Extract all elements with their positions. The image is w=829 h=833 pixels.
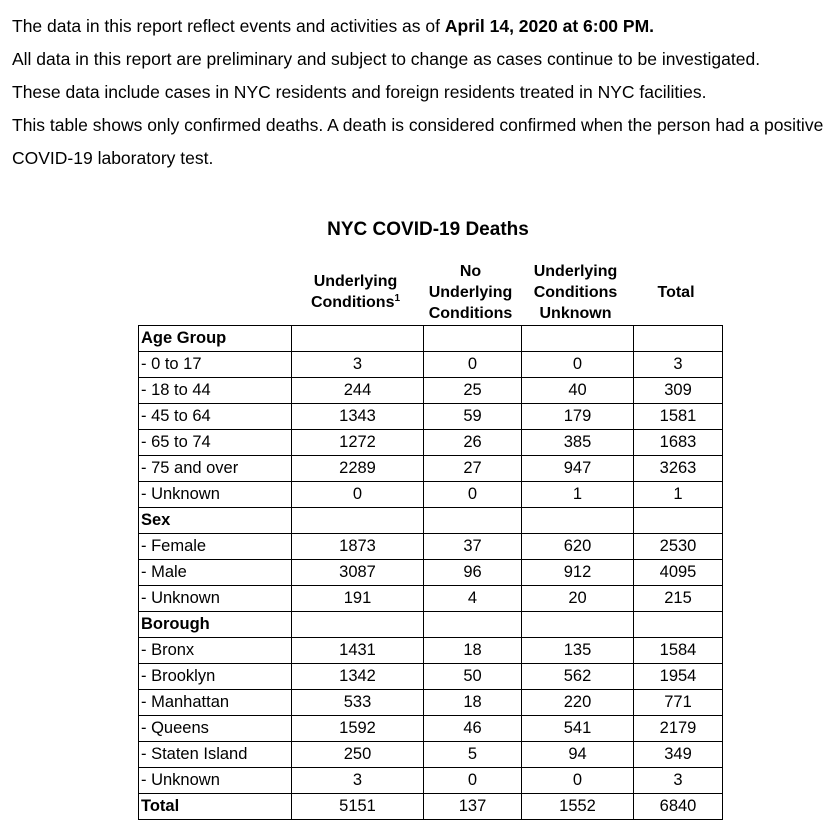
section-label: Age Group	[139, 326, 292, 352]
row-label: - 45 to 64	[139, 404, 292, 430]
table-cell: 27	[424, 456, 522, 482]
table-cell	[292, 326, 424, 352]
table-cell: 6840	[634, 794, 723, 820]
table-cell: 1342	[292, 664, 424, 690]
table-cell: 2179	[634, 716, 723, 742]
table-cell: 50	[424, 664, 522, 690]
table-cell	[424, 508, 522, 534]
table-cell: 3263	[634, 456, 723, 482]
header-line: Conditions	[428, 304, 513, 322]
residents-note: These data include cases in NYC residents and foreign residents treated in NYC facilities.	[12, 82, 707, 102]
report-intro	[12, 10, 824, 175]
table-row	[139, 430, 723, 456]
table-row	[139, 664, 723, 690]
table-cell: 385	[522, 430, 634, 456]
table-cell: 25	[424, 378, 522, 404]
table-cell: 541	[522, 716, 634, 742]
table-cell: 1873	[292, 534, 424, 560]
table-cell: 3	[634, 352, 723, 378]
row-label: - Male	[139, 560, 292, 586]
footnote-marker: 1	[394, 293, 401, 304]
header-line: Unknown	[539, 304, 612, 322]
table-cell: 46	[424, 716, 522, 742]
row-label: - 18 to 44	[139, 378, 292, 404]
table-cell: 3	[634, 768, 723, 794]
header-line: Underlying	[533, 262, 618, 280]
header-underlying-conditions	[290, 260, 421, 324]
table-cell: 1581	[634, 404, 723, 430]
table-cell: 18	[424, 638, 522, 664]
table-cell: 215	[634, 586, 723, 612]
table-cell	[634, 612, 723, 638]
table-cell: 4	[424, 586, 522, 612]
table-cell: 4095	[634, 560, 723, 586]
table-cell	[424, 326, 522, 352]
section-row	[139, 326, 723, 352]
table-cell: 912	[522, 560, 634, 586]
row-label: - Bronx	[139, 638, 292, 664]
row-label: - Queens	[139, 716, 292, 742]
table-cell	[292, 508, 424, 534]
table-row	[139, 690, 723, 716]
table-row	[139, 482, 723, 508]
table-cell: 1592	[292, 716, 424, 742]
table-cell: 2530	[634, 534, 723, 560]
table-cell: 3087	[292, 560, 424, 586]
row-label: - Brooklyn	[139, 664, 292, 690]
table-cell: 1552	[522, 794, 634, 820]
table-cell: 220	[522, 690, 634, 716]
table-cell: 0	[522, 768, 634, 794]
table-cell: 137	[424, 794, 522, 820]
row-label: - Female	[139, 534, 292, 560]
table-row	[139, 638, 723, 664]
table-cell: 1431	[292, 638, 424, 664]
table-cell: 26	[424, 430, 522, 456]
report-date: April 14, 2020 at 6:00 PM.	[444, 16, 655, 36]
table-cell: 1683	[634, 430, 723, 456]
table-cell: 5	[424, 742, 522, 768]
table-cell: 2289	[292, 456, 424, 482]
table-cell: 562	[522, 664, 634, 690]
table-cell	[424, 612, 522, 638]
row-label: - Unknown	[139, 768, 292, 794]
table-row	[139, 742, 723, 768]
table-cell: 3	[292, 352, 424, 378]
table-cell: 94	[522, 742, 634, 768]
table-cell: 0	[292, 482, 424, 508]
row-label: - Unknown	[139, 482, 292, 508]
table-cell	[522, 612, 634, 638]
section-row	[139, 508, 723, 534]
table-title: NYC COVID-19 Deaths	[327, 219, 529, 240]
table-cell: 533	[292, 690, 424, 716]
table-cell	[522, 508, 634, 534]
column-headers	[0, 260, 829, 326]
table-cell: 59	[424, 404, 522, 430]
table-cell: 3	[292, 768, 424, 794]
row-label: Total	[139, 794, 292, 820]
total-row	[139, 794, 723, 820]
table-cell: 0	[522, 352, 634, 378]
table-cell: 771	[634, 690, 723, 716]
confirmed-deaths-note: This table shows only confirmed deaths. A death is considered confirmed when the person had a positive COVID-19 laboratory test.	[12, 115, 824, 168]
table-cell: 18	[424, 690, 522, 716]
table-cell: 0	[424, 768, 522, 794]
table-row	[139, 456, 723, 482]
table-cell: 37	[424, 534, 522, 560]
table-cell: 0	[424, 482, 522, 508]
table-cell	[634, 508, 723, 534]
table-cell: 947	[522, 456, 634, 482]
table-cell: 244	[292, 378, 424, 404]
table-cell: 309	[634, 378, 723, 404]
table-row	[139, 404, 723, 430]
table-cell: 191	[292, 586, 424, 612]
header-line: Total	[657, 283, 695, 301]
table-cell: 0	[424, 352, 522, 378]
deaths-table	[138, 325, 723, 820]
header-no-underlying-conditions	[422, 260, 519, 324]
deaths-table-body	[139, 326, 723, 820]
table-cell: 620	[522, 534, 634, 560]
header-line: No	[459, 262, 482, 280]
row-label: - Staten Island	[139, 742, 292, 768]
table-row	[139, 378, 723, 404]
header-line: Conditions$^1$	[310, 293, 401, 311]
row-label: - 0 to 17	[139, 352, 292, 378]
preliminary-note: All data in this report are preliminary and subject to change as cases continue to be investigated.	[12, 49, 761, 69]
table-cell: 1343	[292, 404, 424, 430]
table-cell: 1	[634, 482, 723, 508]
table-cell: 250	[292, 742, 424, 768]
table-cell: 1584	[634, 638, 723, 664]
table-cell: 135	[522, 638, 634, 664]
header-total	[632, 260, 720, 324]
header-line: Underlying	[313, 273, 398, 290]
header-conditions-unknown	[520, 260, 631, 324]
report-date-prefix: The data in this report reflect events and activities as of	[12, 16, 445, 36]
table-cell	[292, 612, 424, 638]
table-cell	[522, 326, 634, 352]
row-label: - Unknown	[139, 586, 292, 612]
section-label: Sex	[139, 508, 292, 534]
table-cell: 1954	[634, 664, 723, 690]
table-cell: 5151	[292, 794, 424, 820]
table-row	[139, 768, 723, 794]
table-row	[139, 534, 723, 560]
table-cell: 40	[522, 378, 634, 404]
table-row	[139, 586, 723, 612]
table-cell: 179	[522, 404, 634, 430]
header-line: Conditions	[533, 283, 618, 301]
table-cell: 20	[522, 586, 634, 612]
table-cell: 1	[522, 482, 634, 508]
section-row	[139, 612, 723, 638]
table-row	[139, 716, 723, 742]
table-cell: 96	[424, 560, 522, 586]
table-cell: 349	[634, 742, 723, 768]
row-label: - Manhattan	[139, 690, 292, 716]
header-line: Underlying	[428, 283, 513, 301]
report-date-line	[12, 10, 824, 43]
table-cell: 1272	[292, 430, 424, 456]
row-label: - 65 to 74	[139, 430, 292, 456]
row-label: - 75 and over	[139, 456, 292, 482]
section-label: Borough	[139, 612, 292, 638]
table-cell	[634, 326, 723, 352]
table-row	[139, 560, 723, 586]
table-row	[139, 352, 723, 378]
